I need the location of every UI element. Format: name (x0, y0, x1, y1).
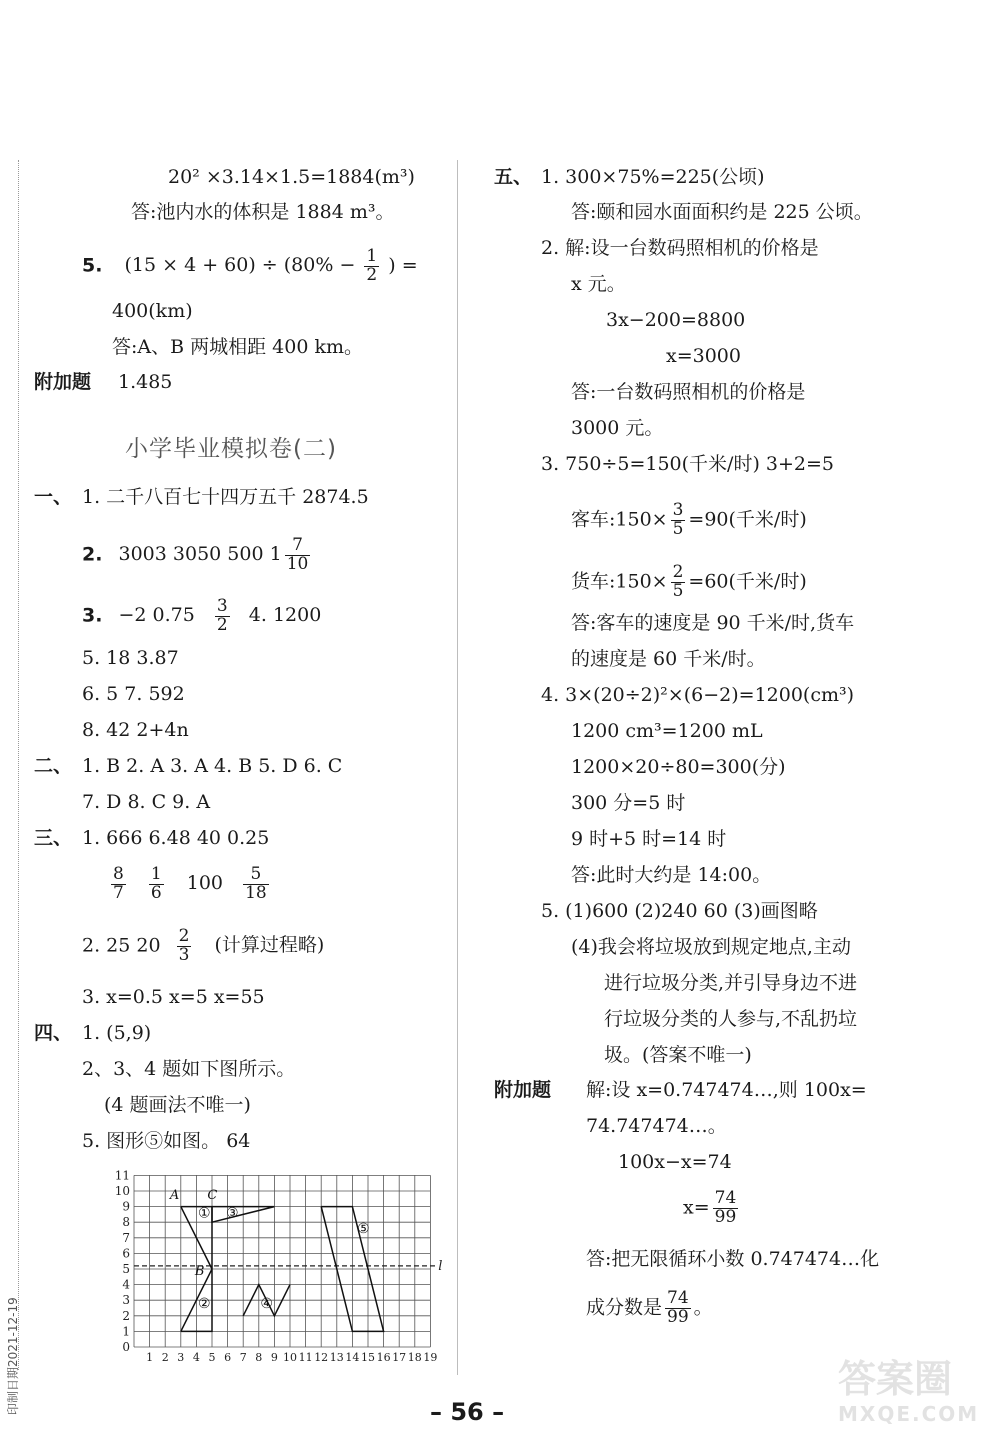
r-q4f: 答:此时大约是 14:00。 (571, 864, 772, 886)
x-tick-label: 19 (423, 1351, 438, 1364)
x-tick-label: 5 (208, 1351, 216, 1364)
r-q4b: 1200 cm³=1200 mL (571, 720, 763, 742)
q5-fraction: $\frac{1}{2}$ (366, 246, 378, 285)
shape-label: ① (197, 1205, 211, 1222)
s1-row2: 2. 3003 3050 500 1 $\frac{7}{10}$ (82, 535, 309, 574)
r-q3c: 货车:150× $\frac{2}{5}$ =60(千米/时) (571, 562, 807, 601)
line-l-label: l (438, 1258, 443, 1274)
r-q4d: 300 分=5 时 (571, 792, 686, 814)
s1-row1: 1. 二千八百七十四万五千 2874.5 (82, 486, 369, 508)
point-label: C (207, 1187, 218, 1203)
s3-row1: 1. 666 6.48 40 0.25 (82, 827, 270, 849)
x-tick-label: 18 (407, 1351, 422, 1364)
x-tick-label: 17 (392, 1351, 407, 1364)
r-q2b: x 元。 (571, 273, 626, 295)
s1-label: 一、 (34, 486, 73, 508)
s3-label: 三、 (34, 827, 73, 849)
s4-label: 四、 (34, 1022, 73, 1044)
y-tick-label: 8 (122, 1215, 130, 1230)
s2-row2: 7. D 8. C 9. A (82, 791, 211, 813)
x-tick-label: 16 (376, 1351, 391, 1364)
y-tick-label: 6 (122, 1246, 130, 1261)
r-bonus-label: 附加题 (494, 1079, 552, 1101)
left-q5 (82, 248, 418, 285)
s1-row2-fraction: $\frac{7}{10}$ (286, 535, 309, 574)
shape-label: ⑤ (357, 1221, 370, 1238)
r-bonus-6: 成分数是 $\frac{74}{99}$ 。 (586, 1288, 713, 1327)
section-title: 小学毕业模拟卷(二) (125, 436, 337, 462)
r-bonus-4: x= $\frac{74}{99}$ (683, 1188, 737, 1227)
shape-label: ② (197, 1296, 211, 1312)
r-q5: 5. (1)600 (2)240 60 (3)画图略 (541, 900, 818, 922)
q5-expr-b: ) = (388, 254, 418, 277)
y-tick-label: 9 (122, 1199, 130, 1214)
s2-label: 二、 (34, 755, 73, 777)
r-q2c: 3x−200=8800 (606, 309, 746, 331)
y-tick-label: 7 (122, 1230, 130, 1245)
x-tick-label: 14 (345, 1351, 360, 1364)
s1-row3: 3. −2 0.75 $\frac{3}{2}$ 4. 1200 (82, 596, 322, 635)
s3-row2: $\frac{8}{7}$ $\frac{1}{6}$ 100 $\frac{5}{18}$ (113, 864, 267, 903)
s1-row4: 5. 18 3.87 (82, 647, 179, 669)
s5-label: 五、 (494, 166, 533, 188)
r-q3d: 答:客车的速度是 90 千米/时,货车 (571, 612, 855, 634)
r-q2e: 答:一台数码照相机的价格是 (571, 381, 806, 403)
x-tick-label: 1 (146, 1351, 154, 1364)
page-number: – 56 – (430, 1398, 505, 1426)
r-q2f: 3000 元。 (571, 417, 664, 439)
r-bonus-1: 解:设 x=0.747474…,则 100x= (586, 1079, 867, 1101)
binding-margin-line (18, 160, 20, 1370)
x-tick-label: 15 (361, 1351, 375, 1364)
left-bonus-value: 1.485 (118, 371, 173, 393)
y-tick-label: 0 (122, 1340, 130, 1354)
y-tick-label: 4 (122, 1277, 130, 1292)
y-tick-label: 3 (122, 1293, 130, 1308)
r-q2: 2. 解:设一台数码照相机的价格是 (541, 237, 819, 259)
s4-row4: 5. 图形⑤如图。 64 (82, 1130, 251, 1152)
r-bonus-2: 74.747474…。 (586, 1115, 727, 1137)
x-tick-label: 3 (177, 1351, 185, 1364)
r-q5d: 行垃圾分类的人参与,不乱扔垃 (604, 1008, 858, 1030)
shape-label: ④ (260, 1296, 273, 1312)
point-label: A (169, 1187, 180, 1203)
x-tick-label: 11 (298, 1351, 313, 1364)
s1-row6: 8. 42 2+4n (82, 719, 189, 741)
s3-row3: 2. 25 20 $\frac{2}{3}$ (计算过程略) (82, 926, 325, 965)
r-q2d: x=3000 (666, 345, 741, 367)
x-tick-label: 6 (224, 1351, 232, 1364)
s1-row5: 6. 5 7. 592 (82, 683, 185, 705)
point-label: B (194, 1264, 205, 1280)
r-q4: 4. 3×(20÷2)²×(6−2)=1200(cm³) (541, 684, 855, 706)
r-q5c: 进行垃圾分类,并引导身边不进 (604, 972, 858, 994)
s1-row3-fraction: $\frac{3}{2}$ (216, 596, 228, 635)
x-tick-label: 4 (192, 1351, 200, 1364)
r-q4e: 9 时+5 时=14 时 (571, 828, 727, 850)
y-tick-label: 1 (122, 1324, 130, 1339)
r-q5e: 圾。(答案不唯一) (604, 1044, 752, 1066)
r-bonus-5: 答:把无限循环小数 0.747474…化 (586, 1248, 880, 1270)
x-tick-label: 13 (329, 1351, 344, 1364)
y-tick-label: 10 (114, 1184, 130, 1198)
r-q3b: 客车:150× $\frac{3}{5}$ =90(千米/时) (571, 500, 807, 539)
print-date: 印制日期2021-12-19 (6, 1297, 20, 1415)
y-tick-label: 11 (114, 1168, 130, 1183)
s4-row1: 1. (5,9) (82, 1022, 152, 1044)
r-bonus-3: 100x−x=74 (618, 1151, 732, 1173)
x-tick-label: 2 (161, 1351, 169, 1364)
s4-row2: 2、3、4 题如下图所示。 (82, 1058, 296, 1080)
left-answer-q5: 答:A、B 两城相距 400 km。 (112, 336, 363, 358)
y-tick-label: 5 (122, 1262, 130, 1276)
x-tick-label: 12 (314, 1351, 329, 1364)
coordinate-grid-diagram (112, 1165, 447, 1365)
r-q1-answer: 答:颐和园水面面积约是 225 公顷。 (571, 201, 873, 223)
s3-row4: 3. x=0.5 x=5 x=55 (82, 986, 265, 1008)
x-tick-label: 10 (283, 1351, 297, 1364)
watermark-logo: 答案圈 MXQE.COM (838, 1357, 980, 1426)
r-q3e: 的速度是 60 千米/时。 (571, 648, 766, 670)
x-tick-label: 9 (270, 1351, 278, 1364)
x-tick-label: 8 (255, 1351, 263, 1364)
s4-row3: (4 题画法不唯一) (104, 1094, 251, 1116)
s2-row1: 1. B 2. A 3. A 4. B 5. D 6. C (82, 755, 343, 777)
left-calc-line: 20² ×3.14×1.5=1884(m³) (168, 166, 415, 188)
column-divider (457, 160, 458, 1375)
q5-number: 5. (82, 254, 103, 277)
x-tick-label: 7 (239, 1351, 247, 1364)
r-q1: 1. 300×75%=225(公顷) (541, 166, 765, 188)
r-q3: 3. 750÷5=150(千米/时) 3+2=5 (541, 453, 834, 475)
shape-label: ③ (226, 1205, 239, 1222)
left-result: 400(km) (112, 300, 193, 322)
left-answer-line: 答:池内水的体积是 1884 m³。 (131, 201, 395, 223)
left-bonus-label: 附加题 (34, 371, 92, 393)
y-tick-label: 2 (122, 1308, 130, 1323)
q5-expr-a: (15 × 4 + 60) ÷ (80% − (124, 254, 356, 277)
r-q5b: (4)我会将垃圾放到规定地点,主动 (571, 936, 851, 958)
r-q4c: 1200×20÷80=300(分) (571, 756, 786, 778)
